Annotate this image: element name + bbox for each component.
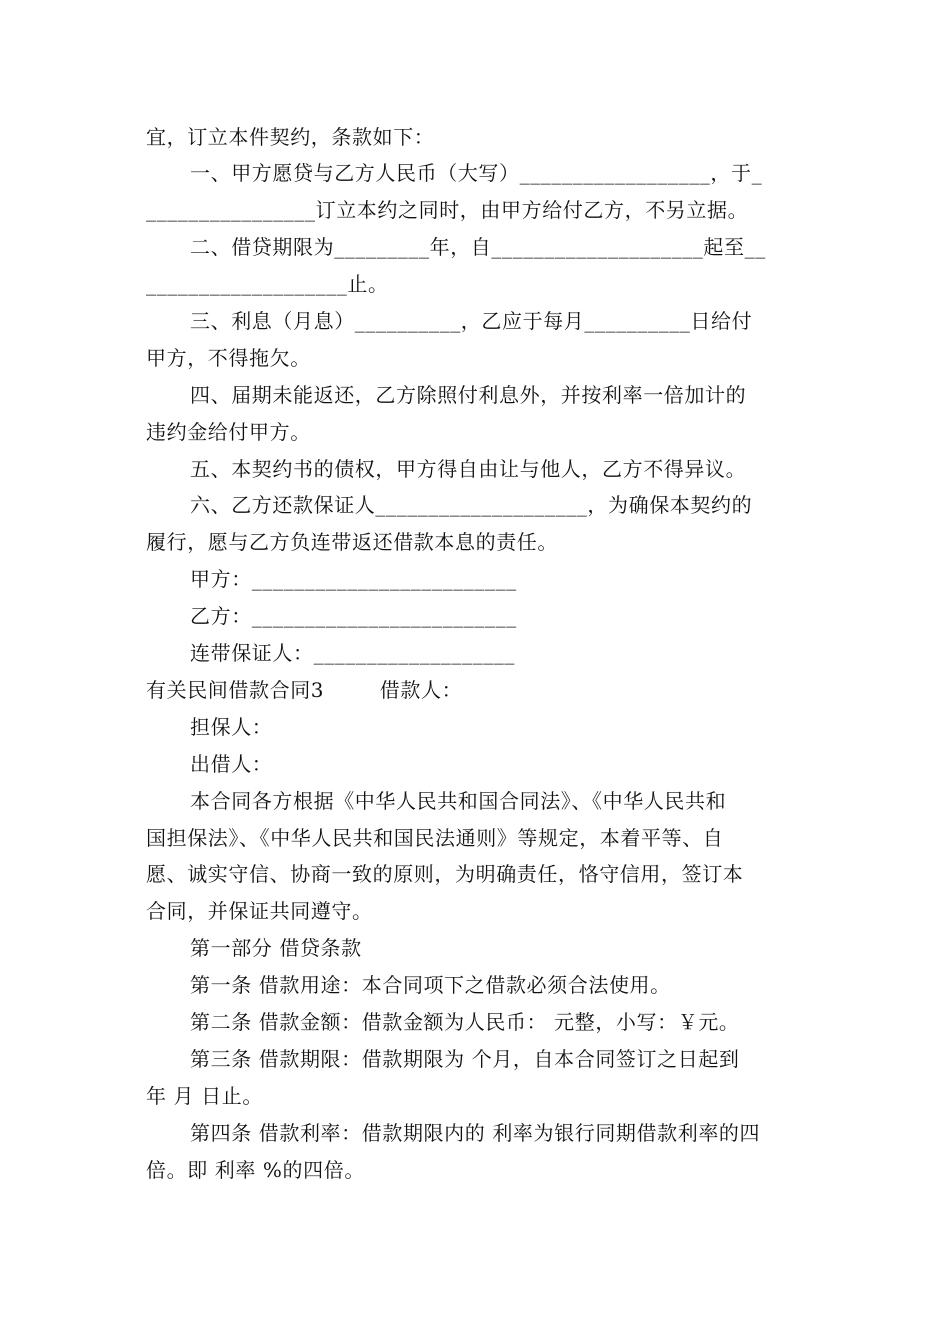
clause-2-line-2: ___________________止。	[146, 272, 389, 296]
article-1: 第一条 借款用途：本合同项下之借款必须合法使用。	[190, 973, 671, 997]
preamble-line-1: 本合同各方根据《中华人民共和国合同法》、《中华人民共和	[190, 789, 727, 813]
signature-party-b: 乙方：_________________________	[190, 604, 517, 628]
clause-6-line-2: 履行，愿与乙方负连带返还借款本息的责任。	[146, 530, 558, 554]
article-3-line-2: 年 月 日止。	[146, 1084, 263, 1108]
clause-1-line-2: ________________订立本约之同时，由甲方给付乙方，不另立据。	[146, 198, 749, 222]
text-line-continuation: 宜，订立本件契约，条款如下：	[146, 125, 435, 149]
article-4-line-1: 第四条 借款利率：借款期限内的 利率为银行同期借款利率的四	[190, 1121, 761, 1145]
clause-3-line: 三、利息（月息）__________，乙应于每月__________日给付	[190, 309, 753, 333]
article-2: 第二条 借款金额：借款金额为人民币： 元整，小写：￥元。	[190, 1010, 740, 1034]
clause-3-line-2: 甲方，不得拖欠。	[146, 346, 311, 370]
clause-2-line: 二、借贷期限为_________年，自____________________起至__	[190, 235, 766, 259]
preamble-line-3: 愿、诚实守信、协商一致的原则，为明确责任，恪守信用，签订本	[146, 862, 744, 886]
section-title-contract-3: 有关民间借款合同3 借款人：	[146, 678, 463, 702]
signature-guarantor: 连带保证人：___________________	[190, 641, 515, 665]
clause-6-line: 六、乙方还款保证人____________________，为确保本契约的	[190, 493, 753, 517]
clause-5-line: 五、本契约书的债权，甲方得自由让与他人，乙方不得异议。	[190, 457, 747, 481]
clause-4-line-2: 违约金给付甲方。	[146, 420, 311, 444]
preamble-line-4: 合同，并保证共同遵守。	[146, 899, 373, 923]
part-one-heading: 第一部分 借贷条款	[190, 936, 362, 960]
preamble-line-2: 国担保法》、《中华人民共和国民法通则》等规定，本着平等、自	[146, 826, 724, 850]
clause-1-line: 一、甲方愿贷与乙方人民币（大写）__________________，于_	[190, 161, 763, 185]
clause-4-line: 四、届期未能返还，乙方除照付利息外，并按利率一倍加计的	[190, 383, 747, 407]
lender-label: 出借人：	[190, 752, 273, 776]
article-3-line-1: 第三条 借款期限：借款期限为 个月，自本合同签订之日起到	[190, 1047, 740, 1071]
article-4-line-2: 倍。即 利率 %的四倍。	[146, 1158, 365, 1182]
signature-party-a: 甲方：_________________________	[190, 567, 517, 591]
guarantor-label: 担保人：	[190, 715, 273, 739]
